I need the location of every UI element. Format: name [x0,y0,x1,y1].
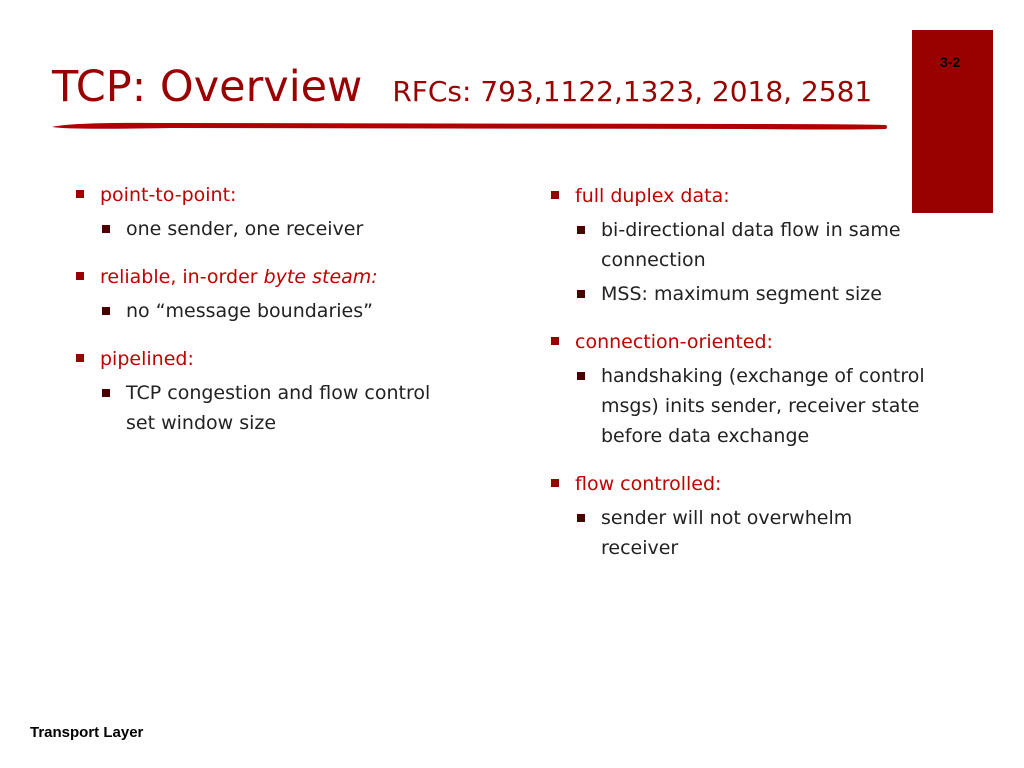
title-rfcs: RFCs: 793,1122,1323, 2018, 2581 [392,75,873,108]
bullet-point: sender will not overwhelm receiver [601,507,853,559]
bullet-point: TCP congestion and flow control set window size [126,382,431,434]
square-bullet-icon [551,191,559,199]
slide-number: 3-2 [940,54,961,70]
square-bullet-icon [76,354,84,362]
square-bullet-icon [577,372,585,380]
list-item [76,344,476,438]
square-bullet-icon [551,337,559,345]
left-column [76,180,476,456]
right-column [551,181,951,581]
square-bullet-icon [102,225,110,233]
list-item [76,262,476,326]
bullet-point: bi-directional data flow in same connection [601,219,901,271]
bullet-heading: full duplex data: [575,185,730,207]
square-bullet-icon [76,190,84,198]
bullet-point: handshaking (exchange of control msgs) inits sender, receiver state before data exchange [601,365,925,447]
bullet-heading: point-to-point: [100,184,237,206]
page-title [52,62,872,112]
title-main: TCP: Overview [52,62,363,112]
bullet-heading: reliable, in-order [100,266,264,288]
bullet-point: MSS: maximum segment size [601,283,882,305]
bullet-heading: flow controlled: [575,473,722,495]
square-bullet-icon [76,272,84,280]
square-bullet-icon [577,290,585,298]
list-item [551,469,951,563]
bullet-heading-italic: byte steam: [263,266,378,288]
title-underline [50,119,890,135]
square-bullet-icon [102,389,110,397]
square-bullet-icon [577,226,585,234]
square-bullet-icon [577,514,585,522]
bullet-heading: connection-oriented: [575,331,773,353]
list-item [551,181,951,309]
square-bullet-icon [551,479,559,487]
bullet-heading: pipelined: [100,348,194,370]
bullet-point: no “message boundaries” [126,300,373,322]
square-bullet-icon [102,307,110,315]
list-item [551,327,951,451]
footer-label: Transport Layer [30,724,144,741]
list-item [76,180,476,244]
bullet-point: one sender, one receiver [126,218,364,240]
